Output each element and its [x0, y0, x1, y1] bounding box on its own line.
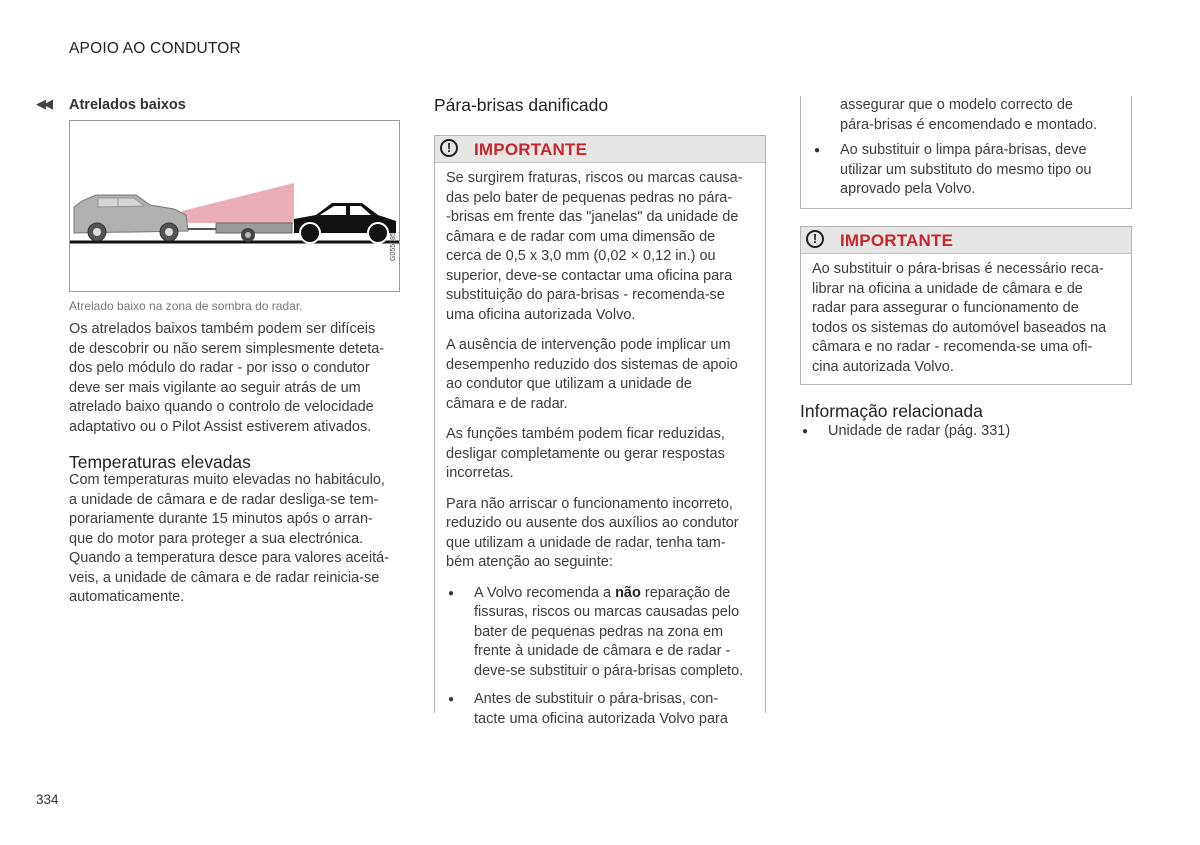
related-list: [800, 422, 1132, 451]
list-item: ● A Volvo recomenda a não reparação de fissuras, riscos ou marcas causadas pelo bater de pequenas pedras na zona em frente à unidade de câmara e de radar - deve-se substituir o pára-brisas completo.: [446, 584, 764, 682]
page-number: 334: [36, 792, 59, 807]
important-content: [435, 163, 764, 729]
important-box-recalibration: [800, 226, 1132, 385]
important-paragraph-3: As funções também podem ficar reduzidas, desligar completamente ou gerar respostas incorretas.: [446, 426, 725, 481]
important-paragraph-4: Para não arriscar o funcionamento incorreto, reduzido ou ausente dos auxílios ao condutor que utilizam a unidade de radar, tenha tam- bém atenção ao seguinte:: [446, 495, 739, 570]
low-trailers-paragraph: Os atrelados baixos também podem ser difíceis de descobrir ou não serem simplesmente deteta- dos pelo módulo do radar - por isso o condutor deve ser mais vigilante ao seguir atrás de um atrelado baixo quando o controlo de velocidade adaptativo ou o Pilot Assist estiverem ativados.: [69, 321, 385, 435]
related-link-radar-unit[interactable]: ● Unidade de radar (pág. 331): [800, 422, 1132, 442]
subheading-low-trailers: Atrelados baixos: [69, 97, 186, 113]
important-label: IMPORTANTE: [840, 231, 954, 250]
radar-shadow-illustration: [70, 121, 399, 291]
continued-bullet-list: [812, 96, 1131, 200]
heading-related-info: Informação relacionada: [800, 401, 983, 421]
list-item: ● Antes de substituir o pára-brisas, con- tacte uma oficina autorizada Volvo para: [446, 690, 764, 729]
important-box-windscreen: [434, 135, 766, 727]
heading-high-temperatures: Temperaturas elevadas: [69, 452, 251, 472]
figure-caption: Atrelado baixo na zona de sombra do radar.: [69, 299, 303, 313]
list-item: ● Ao substituir o limpa pára-brisas, deve utilizar um substituto do mesmo tipo ou aprovado pela Volvo.: [812, 141, 1131, 200]
important-paragraph-1: Se surgirem fraturas, riscos ou marcas causa- das pelo bater de pequenas pedras no pára- -brisas em frente das "janelas" da unidade de câmara e de radar com uma dimensão de cerca de 0,5 x 3,0 mm (0,02 × 0,12 in.) ou superior, deve-se contactar uma oficina para substituição do para-brisas - recomenda-se uma oficina autorizada Volvo.: [446, 170, 743, 323]
temperatures-paragraph: Com temperaturas muito elevadas no habitáculo, a unidade de câmara e de radar desliga-se tem- porariamente durante 15 minutos após o arran- que do motor para proteger a sua electrónica. Quando a temperatura desce para valores aceitá- veis, a unidade de câmara e de radar reinicia-se automaticamente.: [69, 472, 389, 605]
low-trailer: [188, 223, 292, 242]
black-car: [294, 203, 396, 243]
important-header: [435, 136, 765, 163]
image-code: G055085: [390, 232, 397, 261]
important-label: IMPORTANTE: [474, 140, 588, 159]
double-chevron-left-icon: ◀◀: [36, 96, 50, 111]
important-content: Ao substituir o pára-brisas é necessário reca- librar na oficina a unidade de câmara e de radar para assegurar o funcionamento de todos os sistemas do automóvel baseados na câmara e no radar - recomenda-se uma ofi- cina autorizada Volvo.: [812, 261, 1107, 375]
list-item: assegurar que o modelo correcto de pára-brisas é encomendado e montado.: [840, 97, 1098, 133]
important-bullet-list: [446, 584, 764, 730]
heading-damaged-windscreen: Pára-brisas danificado: [434, 95, 609, 115]
section-header: APOIO AO CONDUTOR: [69, 40, 241, 57]
suv-car: [74, 195, 188, 241]
important-box-continued: [800, 96, 1132, 209]
exclamation-warning-icon: !: [806, 230, 824, 248]
exclamation-warning-icon: !: [440, 139, 458, 157]
important-paragraph-2: A ausência de intervenção pode implicar um desempenho reduzido dos sistemas de apoio ao condutor que utilizam a unidade de câmara e de radar.: [446, 337, 738, 412]
important-header: [801, 227, 1131, 254]
illustration-figure: [69, 120, 400, 292]
